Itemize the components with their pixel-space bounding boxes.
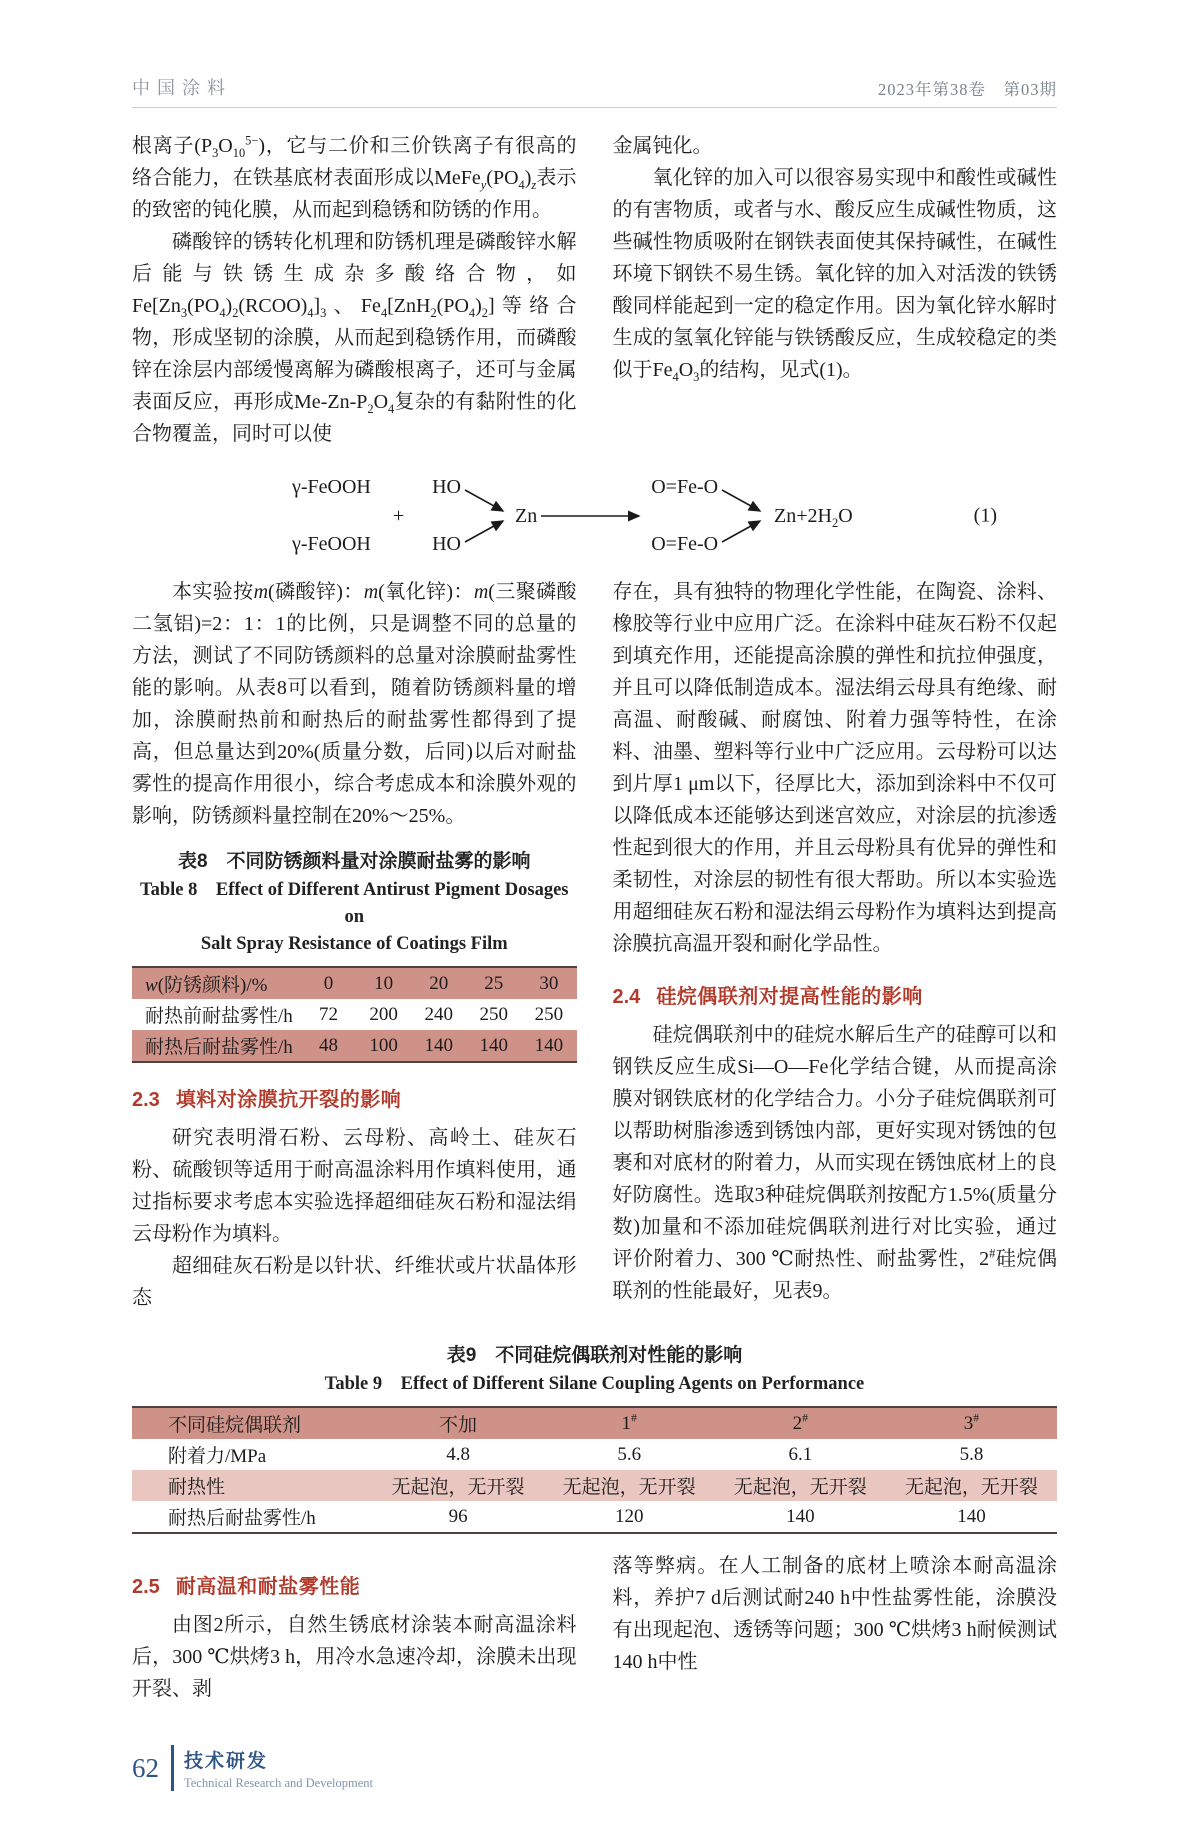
- table-cell: 140: [479, 1034, 509, 1056]
- table-cell: 无起泡，无开裂: [733, 1477, 867, 1498]
- table-cell: 5.6: [617, 1443, 642, 1465]
- equation-intermediate-top: O=Fe-O: [651, 476, 719, 498]
- equation-reactant-bottom: γ-FeOOH: [292, 533, 371, 555]
- table8-block: [132, 846, 577, 1063]
- body-paragraph: 超细硅灰石粉是以针状、纤维状或片状晶体形态: [132, 1255, 577, 1309]
- table-cell: 140: [957, 1505, 986, 1527]
- table-cell: 140: [424, 1034, 453, 1056]
- table-row: [132, 1030, 577, 1062]
- equation-hydroxyl-top: HO: [432, 476, 461, 498]
- table-row: [132, 1439, 1057, 1470]
- equation-hydroxyls: [432, 476, 461, 556]
- table-cell: 耐热前耐盐雾性/h: [145, 1006, 293, 1027]
- page-footer: [132, 1745, 1057, 1791]
- body-paragraph: 研究表明滑石粉、云母粉、高岭土、硅灰石粉、硫酸钡等适用于耐高温涂料用作填料使用，通过指标要求考虑本实验选择超细硅灰石粉和湿法绢云母粉作为填料。: [132, 1127, 577, 1245]
- table-cell: 120: [614, 1505, 644, 1527]
- page-header: [132, 74, 1057, 108]
- right-column-top: [613, 130, 1058, 450]
- table9-caption-en: Table 9 Effect of Different Silane Coupling Agents on Performance: [324, 1374, 865, 1394]
- body-paragraph: 落等弊病。在人工制备的底材上喷涂本耐高温涂料，养护7 d后测试耐240 h中性盐雾性能，涂膜没有出现起泡、透锈等问题；300 ℃烘烤3 h耐候测试140 h中性: [612, 1555, 1057, 1673]
- section-title: 耐高温和耐盐雾性能: [175, 1576, 361, 1598]
- table-header-cell: 不加: [439, 1415, 478, 1436]
- table-cell: 6.1: [788, 1443, 813, 1465]
- table9-block: [132, 1340, 1057, 1534]
- table-header-cell: 10: [374, 972, 394, 994]
- table-row: [132, 999, 577, 1030]
- table-header-cell: 0: [323, 972, 334, 994]
- equation-zinc: Zn: [515, 504, 538, 527]
- body-paragraph: 本实验按m(磷酸锌)：m(氧化锌)：m(三聚磷酸二氢铝)=2：1：1的比例，只是调整不同的总量的方法，测试了不同防锈颜料的总量对涂膜耐盐雾性能的影响。从表8可以看到，随着防锈颜料量的增加，涂膜耐热前和耐热后的耐盐雾性都得到了提高，但总量达到20%(质量分数，后同)以后对耐盐雾性的提高作用很小，综合考虑成本和涂膜外观的影响，防锈颜料量控制在20%～25%。: [132, 581, 577, 827]
- footer-divider: [171, 1745, 174, 1791]
- issue-info: 2023年第38卷 第03期: [878, 80, 1057, 99]
- section-number: 2.4: [612, 986, 641, 1008]
- section-2-5-heading: [132, 1570, 577, 1599]
- body-paragraph: 氧化锌的加入可以很容易实现中和酸性或碱性的有害物质，或者与水、酸反应生成碱性物质，这些碱性物质吸附在钢铁表面使其保持碱性，在碱性环境下钢铁不易生锈。氧化锌的加入对活泼的铁锈酸同样能起到一定的稳定作用。因为氧化锌水解时生成的氢氧化锌能与铁锈酸反应，生成较稳定的类似于$Fe_4O_3$的结构，见式(1)。: [612, 167, 1057, 384]
- section-number: 2.3: [132, 1089, 160, 1111]
- table-cell: 无起泡，无开裂: [562, 1477, 696, 1498]
- right-column-middle: [613, 576, 1058, 1314]
- converging-arrows-icon: [461, 474, 513, 558]
- table-header-cell: w(防锈颜料)/%: [145, 975, 268, 996]
- section-number: 2.5: [132, 1576, 160, 1598]
- table-row: [132, 1501, 1057, 1533]
- footer-column-title: [184, 1746, 373, 1791]
- table-cell: 140: [786, 1505, 815, 1527]
- table9-caption-zh: 表9 不同硅烷偶联剂对性能的影响: [446, 1345, 743, 1366]
- equation-number: (1): [973, 504, 997, 527]
- table-cell: 无起泡，无开裂: [391, 1477, 525, 1498]
- section-2-3-heading: [132, 1083, 577, 1112]
- reaction-arrow-icon: [539, 509, 651, 523]
- table8-caption-zh: 表8 不同防锈颜料量对涂膜耐盐雾的影响: [177, 851, 531, 872]
- table-header-cell: 1#: [621, 1411, 637, 1434]
- table-row: [132, 1407, 1057, 1439]
- table-cell: 96: [448, 1505, 468, 1527]
- table-cell: 附着力/MPa: [168, 1446, 267, 1467]
- table-header-cell: 3#: [963, 1411, 980, 1434]
- left-column-top: [132, 130, 577, 450]
- body-paragraph: 硅烷偶联剂中的硅烷水解后生产的硅醇可以和钢铁反应生成Si—O—Fe化学结合键，从而提高涂膜对钢铁底材的化学结合力。小分子硅烷偶联剂可以帮助树脂渗透到锈蚀内部，更好实现对锈蚀的包裹和对底材的附着力，从而实现在锈蚀底材上的良好防腐性。选取3种硅烷偶联剂按配方1.5%(质量分数)加量和不添加硅烷偶联剂进行对比实验，通过评价附着力、300 ℃耐热性、耐盐雾性，2#硅烷偶联剂的性能最好，见表9。: [612, 1024, 1057, 1302]
- table-cell: 耐热后耐盐雾性/h: [168, 1508, 316, 1529]
- converging-arrows-icon: [718, 474, 770, 558]
- footer-column-zh: 技术研发: [184, 1750, 269, 1772]
- body-paragraph: 磷酸锌的锈转化机理和防锈机理是磷酸锌水解后能与铁锈生成杂多酸络合物，如$Fe[Zn_3(PO_4)_2(RCOO)_4]_3$、$Fe_4[ZnH_2(PO_4)_2]$等络合物，形成坚韧的涂膜，从而起到稳锈作用，而磷酸锌在涂层内部缓慢离解为磷酸根离子，还可与金属表面反应，再形成$Me-Zn-P_2O_4$复杂的有黏附性的化合物覆盖，同时可以使: [132, 231, 577, 445]
- page-number: 62: [132, 1752, 159, 1783]
- section-middle: [132, 576, 1057, 1314]
- table-cell: 72: [318, 1003, 338, 1025]
- equation-reactants: [292, 476, 371, 556]
- equation-product: $Zn+2H_2O$: [774, 504, 853, 530]
- right-column-bottom: [613, 1550, 1058, 1705]
- body-paragraph: 金属钝化。: [612, 135, 713, 157]
- table-row: [132, 1470, 1057, 1501]
- table-header-cell: 20: [429, 972, 449, 994]
- equation-intermediate-bottom: O=Fe-O: [651, 533, 719, 555]
- table-cell: 250: [479, 1003, 509, 1025]
- equation-hydroxyl-bottom: HO: [432, 533, 461, 555]
- table9: [132, 1406, 1057, 1534]
- table-cell: 耐热后耐盐雾性/h: [145, 1037, 293, 1058]
- table-cell: 100: [369, 1034, 398, 1056]
- table-cell: 4.8: [446, 1443, 470, 1465]
- equation-intermediates: [651, 476, 718, 556]
- table-cell: 无起泡，无开裂: [904, 1477, 1038, 1498]
- equation-reactant-top: γ-FeOOH: [292, 476, 371, 498]
- table-cell: 240: [424, 1003, 453, 1025]
- chemical-equation: [132, 462, 1057, 570]
- section-title: 填料对涂膜抗开裂的影响: [175, 1089, 402, 1111]
- table-row: [132, 967, 577, 999]
- journal-name: 中国涂料: [132, 78, 232, 98]
- footer-column-en: Technical Research and Development: [184, 1775, 373, 1790]
- body-paragraph: 根离子$(P_3O_{10}^{5-})$，它与二价和三价铁离子有很高的络合能力，在铁基底材表面形成以$MeFe_y(PO_4)_z$表示的致密的钝化膜，从而起到稳锈和防锈的作用。: [132, 133, 577, 221]
- body-paragraph: 存在，具有独特的物理化学性能，在陶瓷、涂料、橡胶等行业中应用广泛。在涂料中硅灰石粉不仅起到填充作用，还能提高涂膜的弹性和抗拉伸强度，并且可以降低制造成本。湿法绢云母具有绝缘、耐高温、耐酸碱、耐腐蚀、附着力强等特性，在涂料、油墨、塑料等行业中广泛应用。云母粉可以达到片厚1 μm以下，径厚比大，添加到涂料中不仅可以降低成本还能够达到迷宫效应，对涂层的抗渗透性起到很大的作用，并且云母粉具有优异的弹性和柔韧性，对涂层的韧性有很大帮助。所以本实验选用超细硅灰石粉和湿法绢云母粉作为填料达到提高涂膜抗高温开裂和耐化学品性。: [612, 581, 1057, 955]
- table-cell: 250: [534, 1003, 564, 1025]
- table-cell: 48: [318, 1034, 338, 1056]
- table8: [132, 966, 577, 1063]
- section-top: [132, 130, 1057, 450]
- section-2-4-heading: [613, 980, 1058, 1009]
- table-cell: 200: [369, 1003, 398, 1025]
- table-cell: 140: [534, 1034, 564, 1056]
- section-bottom: [132, 1550, 1057, 1705]
- table-header-cell: 25: [484, 972, 504, 994]
- body-paragraph: 由图2所示，自然生锈底材涂装本耐高温涂料后，300 ℃烘烤3 h，用冷水急速冷却，涂膜未出现开裂、剥: [132, 1614, 577, 1700]
- left-column-bottom: [132, 1550, 577, 1705]
- table-cell: 5.8: [959, 1443, 984, 1465]
- table-cell: 耐热性: [168, 1477, 226, 1498]
- table-header-cell: 不同硅烷偶联剂: [168, 1415, 302, 1436]
- table8-caption-en: Table 8 Effect of Different Antirust Pigment Dosages on Salt Spray Resistance of Coatings Film: [139, 880, 569, 954]
- section-title: 硅烷偶联剂对提高性能的影响: [656, 986, 923, 1008]
- plus-sign: +: [392, 504, 405, 527]
- table-header-cell: 30: [539, 972, 559, 994]
- table-header-cell: 2#: [792, 1411, 808, 1434]
- left-column-middle: [132, 576, 577, 1314]
